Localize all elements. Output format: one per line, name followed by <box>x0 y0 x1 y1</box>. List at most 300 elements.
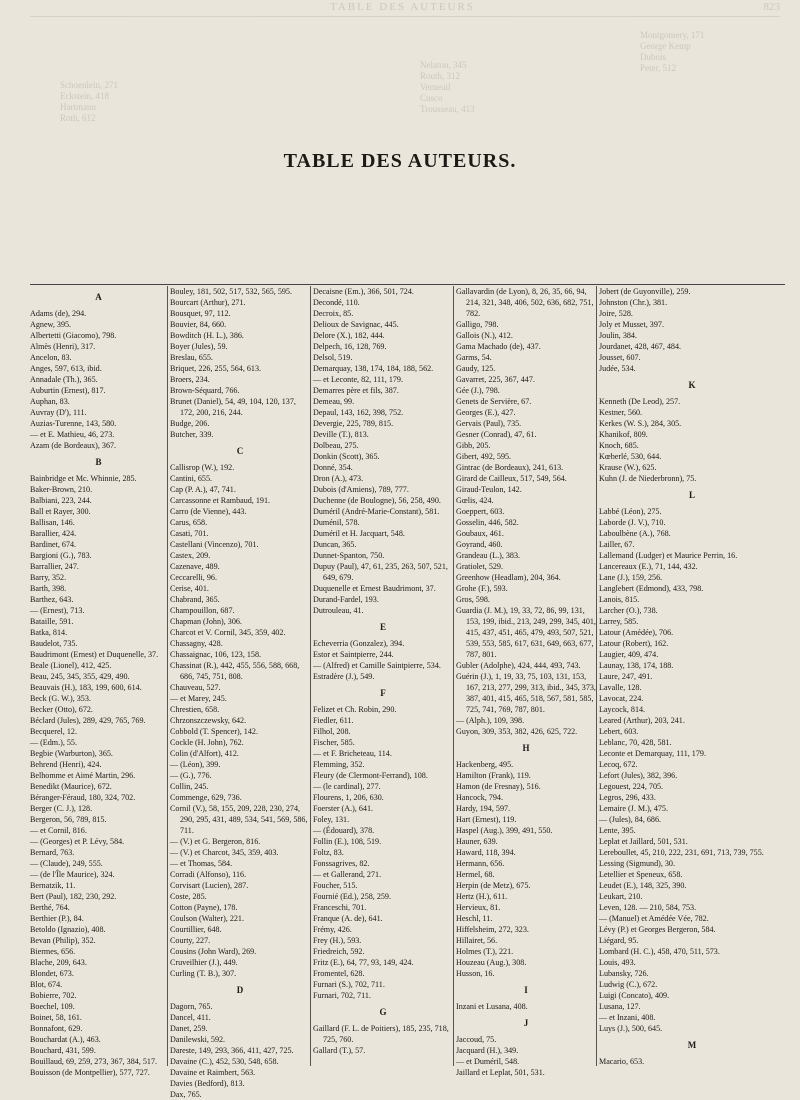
index-entry: Carro (de Vienne), 443. <box>170 507 247 516</box>
index-entry: Champouillon, 687. <box>170 606 235 615</box>
index-entry: Barthez, 643. <box>30 595 74 604</box>
index-entry: Hervieux, 81. <box>456 903 501 912</box>
index-entry: Gallavardin (de Lyon), 8, 26, 35, 66, 94, 214, 321, 348, 406, 502, 636, 682, 751, 782. <box>456 287 594 318</box>
index-entry: Breslau, 655. <box>170 353 213 362</box>
index-entry: Gratiolet, 529. <box>456 562 503 571</box>
index-entry: — et Thomas, 584. <box>170 859 233 868</box>
index-entry: Gibb, 205. <box>456 441 491 450</box>
index-entry: — et F. Bricheteau, 114. <box>313 749 392 758</box>
index-entry: Goubaux, 461. <box>456 529 504 538</box>
index-entry: Annadale (Th.), 365. <box>30 375 98 384</box>
index-entry: Davies (Bedford), 813. <box>170 1079 245 1088</box>
index-entry: Girard de Cailleux, 517, 549, 564. <box>456 474 567 483</box>
index-entry: Duméril et H. Jacquart, 548. <box>313 529 405 538</box>
index-entry: Bowditch (H. L.), 386. <box>170 331 244 340</box>
index-entry: Ceccarelli, 96. <box>170 573 217 582</box>
index-entry: Deville (T.), 813. <box>313 430 369 439</box>
index-entry: Hancock, 794. <box>456 793 503 802</box>
index-entry: Bouisson (de Montpellier), 577, 727. <box>30 1068 150 1077</box>
index-entry: Gintrac (de Bordeaux), 241, 613. <box>456 463 564 472</box>
index-entry: Gubler (Adolphe), 424, 444, 493, 743. <box>456 661 581 670</box>
index-entry: Ballisan, 146. <box>30 518 75 527</box>
index-entry: Gros, 598. <box>456 595 490 604</box>
index-entry: Donkin (Scott), 365. <box>313 452 380 461</box>
index-entry: Chassaignac, 106, 123, 158. <box>170 650 262 659</box>
index-entry: Blache, 209, 643. <box>30 958 87 967</box>
index-entry: Lefort (Jules), 382, 396. <box>599 771 678 780</box>
index-entry: Biermes, 656. <box>30 947 76 956</box>
index-entry: Courty, 227. <box>170 936 211 945</box>
index-entry: Franceschi, 701. <box>313 903 367 912</box>
index-entry: Guérin (J.), 1, 19, 33, 75, 103, 131, 153, 167, 213, 277, 299, 313, ibid., 345, 373, 387, 401, 415, 465, 518, 567, 581, 585, 725, 741, 769, 787, 801. <box>456 672 596 714</box>
index-entry: Bousquet, 97, 112. <box>170 309 231 318</box>
index-entry: Belhomme et Aimé Martin, 296. <box>30 771 136 780</box>
index-entry: Goeppert, 603. <box>456 507 505 516</box>
index-entry: — (Alph.), 109, 398. <box>456 716 525 725</box>
index-entry: Gesner (Conrad), 47, 61. <box>456 430 537 439</box>
index-entry: Lailler, 67. <box>599 540 635 549</box>
index-entry: Leven, 128. — 210, 584, 753. <box>599 903 697 912</box>
index-entry: Corvisart (Lucien), 287. <box>170 881 249 890</box>
index-entry: Chassinat (R.), 442, 455, 556, 588, 668, 686, 745, 751, 808. <box>170 661 300 681</box>
index-entry: Frémy, 426. <box>313 925 352 934</box>
index-entry: Bargioni (G.), 783. <box>30 551 92 560</box>
index-entry: Beau, 245, 345, 355, 429, 490. <box>30 672 130 681</box>
index-entry: Flourens, 1, 206, 630. <box>313 793 384 802</box>
index-entry: — (Georges) et P. Lévy, 584. <box>30 837 125 846</box>
index-entry: Bouchard, 431, 599. <box>30 1046 96 1055</box>
index-entry: Flemming, 352. <box>313 760 365 769</box>
index-entry: — (le cardinal), 277. <box>313 782 381 791</box>
index-entry: — (Edm.), 55. <box>30 738 77 747</box>
index-entry: Decroix, 85. <box>313 309 354 318</box>
index-entry: Foerster (A.), 641. <box>313 804 374 813</box>
index-entry: Haward, 118, 394. <box>456 848 516 857</box>
index-entry: Auburtin (Ernest), 817. <box>30 386 106 395</box>
index-entry: Laycock, 814. <box>599 705 646 714</box>
index-entry: Demarres père et fils, 387. <box>313 386 399 395</box>
index-entry: Ancelon, 83. <box>30 353 72 362</box>
index-entry: Béclard (Jules), 289, 429, 765, 769. <box>30 716 146 725</box>
index-entry: Benedikt (Maurice), 672. <box>30 782 112 791</box>
index-entry: Barth, 398. <box>30 584 67 593</box>
index-entry: Barallier, 424. <box>30 529 77 538</box>
index-entry: Cap (P. A.), 47, 741. <box>170 485 236 494</box>
index-entry: Dron (A.), 473. <box>313 474 364 483</box>
index-entry: Danet, 259. <box>170 1024 208 1033</box>
index-entry: Berthier (P.), 84. <box>30 914 84 923</box>
index-entry: Fleury (de Clermont-Ferrand), 108. <box>313 771 428 780</box>
index-entry: Chauveau, 527. <box>170 683 221 692</box>
bleed-mid-block: Nelaton, 345 Routh, 312 Verneuil Cusco Trousseau, 413 <box>420 60 475 114</box>
index-entry: Carcassonne et Rambaud, 191. <box>170 496 271 505</box>
index-entry: Auvray (D'), 111. <box>30 408 87 417</box>
index-entry: Berger (C. J.), 128. <box>30 804 93 813</box>
index-column-1 <box>30 286 168 1077</box>
index-entry: Charcot et V. Cornil, 345, 359, 402. <box>170 628 286 637</box>
index-entry: Georges (E.), 427. <box>456 408 516 417</box>
index-entry: Chapman (John), 306. <box>170 617 242 626</box>
index-entry: Judée, 534. <box>599 364 636 373</box>
index-entry: Beale (Lionel), 412, 425. <box>30 661 112 670</box>
index-entry: Bardinet, 674. <box>30 540 77 549</box>
index-entry: — (G.), 776. <box>170 771 212 780</box>
index-entry: — (Claude), 249, 555. <box>30 859 103 868</box>
index-entry: Joly et Musset, 397. <box>599 320 664 329</box>
index-entry: Hart (Ernest), 119. <box>456 815 517 824</box>
index-entry: Blot, 674. <box>30 980 63 989</box>
index-entry: Genets de Servière, 67. <box>456 397 532 406</box>
index-entry: Hermel, 68. <box>456 870 495 879</box>
index-entry: Kenneth (De Leod), 257. <box>599 397 681 406</box>
index-entry: Azam (de Bordeaux), 367. <box>30 441 117 450</box>
index-entry: Boinet, 58, 161. <box>30 1013 82 1022</box>
index-entry: Lancereaux (E.), 71, 144, 432. <box>599 562 698 571</box>
index-entry: Bourcart (Arthur), 271. <box>170 298 246 307</box>
index-entry: Bouley, 181, 502, 517, 532, 565, 595. <box>170 287 293 296</box>
index-entry: Becquerel, 12. <box>30 727 77 736</box>
index-entry: Jobert (de Guyonville), 259. <box>599 287 691 296</box>
index-entry: Duquenelle et Ernest Baudrimont, 37. <box>313 584 436 593</box>
index-entry: Leplat et Jaillard, 501, 531. <box>599 837 688 846</box>
index-entry: Friedreich, 592. <box>313 947 365 956</box>
index-entry: Decaisne (Em.), 366, 501, 724. <box>313 287 414 296</box>
index-entry: — et E. Mathieu, 46, 273. <box>30 430 115 439</box>
index-entry: Bevan (Philip), 352. <box>30 936 96 945</box>
bleed-left-block: Schoenlein, 271 Eckstein, 418 Hartmann Roth, 612 <box>60 80 118 123</box>
index-entry: Leared (Arthur), 203, 241. <box>599 716 685 725</box>
index-entry: Auphan, 83. <box>30 397 70 406</box>
index-entry: — (Manuel) et Amédée Vée, 782. <box>599 914 709 923</box>
index-entry: Balbiani, 223, 244. <box>30 496 92 505</box>
index-entry: Gaudy, 125. <box>456 364 496 373</box>
section-letter: G <box>379 1007 387 1017</box>
section-letter: I <box>524 985 528 995</box>
index-entry: Gavarret, 225, 367, 447. <box>456 375 535 384</box>
bleed-header: TABLE DES AUTEURS <box>330 1 475 13</box>
index-entry: Commenge, 629, 736. <box>170 793 242 802</box>
index-entry: Collin, 245. <box>170 782 209 791</box>
index-entry: Coste, 285. <box>170 892 207 901</box>
index-entry: Lanois, 815. <box>599 595 640 604</box>
section-letter: A <box>95 292 102 302</box>
index-entry: — (de l'Île Maurice), 324. <box>30 870 115 879</box>
index-entry: Frey (H.), 593. <box>313 936 362 945</box>
section-letter: H <box>522 743 530 753</box>
index-entry: Chabrand, 365. <box>170 595 220 604</box>
index-entry: Lavalle, 128. <box>599 683 642 692</box>
index-entry: Baudelot, 735. <box>30 639 78 648</box>
index-entry: Adams (de), 294. <box>30 309 87 318</box>
index-entry: Inzani et Lusana, 408. <box>456 1002 528 1011</box>
index-entry: Furnari, 702, 711. <box>313 991 371 1000</box>
index-entry: Lebert, 603. <box>599 727 639 736</box>
index-entry: Lévy (P.) et Georges Bergeron, 584. <box>599 925 716 934</box>
index-entry: Cornil (V.), 58, 155, 209, 228, 230, 274, 290, 295, 431, 489, 534, 541, 569, 586, 711. <box>170 804 308 835</box>
section-letter: F <box>380 688 386 698</box>
index-entry: Castellani (Vincenzo), 701. <box>170 540 259 549</box>
section-letter: D <box>236 985 244 995</box>
index-entry: Bobierre, 702. <box>30 991 77 1000</box>
index-entry: Cotton (Payne), 178. <box>170 903 238 912</box>
index-entry: Kuhn (J. de Niederbronn), 75. <box>599 474 697 483</box>
index-entry: Dubois (d'Amiens), 789, 777. <box>313 485 409 494</box>
index-entry: Dagorn, 765. <box>170 1002 213 1011</box>
index-entry: — (Léon), 399. <box>170 760 221 769</box>
index-entry: Courtillier, 648. <box>170 925 222 934</box>
index-entry: Estor et Saintpierre, 244. <box>313 650 394 659</box>
index-entry: Broers, 234. <box>170 375 210 384</box>
index-entry: Lavocat, 224. <box>599 694 644 703</box>
index-entry: Bernard, 763. <box>30 848 75 857</box>
section-letter: E <box>379 622 386 632</box>
index-entry: Giraud-Teulon, 142. <box>456 485 522 494</box>
index-entry: Dutrouleau, 41. <box>313 606 364 615</box>
index-entry: Anges, 597, 613, ibid. <box>30 364 102 373</box>
index-column-4 <box>456 286 597 1077</box>
index-entry: Foltz, 83. <box>313 848 344 857</box>
index-entry: Curling (T. B.), 307. <box>170 969 237 978</box>
index-entry: Macario, 653. <box>599 1057 645 1066</box>
index-entry: Betoldo (Ignazio), 408. <box>30 925 106 934</box>
index-entry: Lente, 395. <box>599 826 636 835</box>
index-entry: Lane (J.), 159, 256. <box>599 573 663 582</box>
index-entry: Furnari (S.), 702, 711. <box>313 980 385 989</box>
index-entry: Fiedler, 611. <box>313 716 354 725</box>
index-entry: Kerkes (W. S.), 284, 305. <box>599 419 682 428</box>
index-entry: — et Duméril, 548. <box>456 1057 520 1066</box>
index-entry: Carus, 658. <box>170 518 208 527</box>
index-entry: — (Jules), 84, 686. <box>599 815 662 824</box>
index-entry: Heschl, 11. <box>456 914 493 923</box>
index-entry: Bernatzik, 11. <box>30 881 76 890</box>
index-entry: Ludwig (C.), 672. <box>599 980 658 989</box>
index-entry: Fromentel, 628. <box>313 969 365 978</box>
index-entry: Lallemand (Ludger) et Maurice Perrin, 16. <box>599 551 738 560</box>
index-entry: Bergeron, 56, 789, 815. <box>30 815 107 824</box>
index-entry: Latour (Robert), 162. <box>599 639 669 648</box>
index-entry: Delore (X.), 182, 444. <box>313 331 385 340</box>
index-entry: Boechel, 109. <box>30 1002 75 1011</box>
index-entry: Louis, 493. <box>599 958 636 967</box>
index-entry: Estradère (J.), 549. <box>313 672 375 681</box>
index-entry: Gaillard (F. L. de Poitiers), 185, 235, 718, 725, 760. <box>313 1024 449 1044</box>
index-entry: — (Édouard), 378. <box>313 826 375 835</box>
index-entry: Barrallier, 247. <box>30 562 79 571</box>
index-entry: Grohe (F.), 593. <box>456 584 508 593</box>
index-entry: — et Cornil, 816. <box>30 826 87 835</box>
index-entry: Albertetti (Giacomo), 798. <box>30 331 117 340</box>
index-entry: Danilewski, 592. <box>170 1035 226 1044</box>
index-entry: Cazenave, 489. <box>170 562 220 571</box>
index-entry: Devergie, 225, 789, 815. <box>313 419 394 428</box>
index-entry: Joulin, 384. <box>599 331 637 340</box>
index-entry: Chrzonszczewsky, 642. <box>170 716 247 725</box>
index-entry: Haspel (Aug.), 399, 491, 550. <box>456 826 553 835</box>
index-entry: Leudet (E.), 148, 325, 390. <box>599 881 687 890</box>
index-entry: Dolbeau, 275. <box>313 441 359 450</box>
index-entry: Greenhow (Headlam), 204, 364. <box>456 573 561 582</box>
index-entry: Fournié (Ed.), 258, 259. <box>313 892 392 901</box>
index-entry: Corradi (Alfonso), 116. <box>170 870 247 879</box>
index-entry: Demarquay, 138, 174, 184, 188, 562. <box>313 364 434 373</box>
index-entry: Ball et Rayer, 300. <box>30 507 91 516</box>
index-entry: Fonssagrives, 82. <box>313 859 370 868</box>
index-entry: Leblanc, 70, 428, 581. <box>599 738 672 747</box>
index-entry: Bataille, 591. <box>30 617 74 626</box>
index-entry: Demeau, 99. <box>313 397 355 406</box>
index-entry: Bouvier, 84, 660. <box>170 320 227 329</box>
index-entry: Jourdanet, 428, 467, 484. <box>599 342 682 351</box>
index-entry: Brunet (Daniel), 54, 49, 104, 120, 137, 172, 200, 216, 244. <box>170 397 296 417</box>
index-entry: Baudrimont (Ernest) et Duquenelle, 37. <box>30 650 159 659</box>
index-entry: Launay, 138, 174, 188. <box>599 661 674 670</box>
index-entry: — et Leconte, 82, 111, 179. <box>313 375 403 384</box>
index-entry: Budge, 206. <box>170 419 210 428</box>
index-entry: Gée (J.), 798. <box>456 386 500 395</box>
index-entry: Lemaire (J. M.), 475. <box>599 804 669 813</box>
index-entry: Larcher (O.), 738. <box>599 606 658 615</box>
index-entry: Delpech, 16, 128, 769. <box>313 342 387 351</box>
index-entry: Luys (J.), 500, 645. <box>599 1024 663 1033</box>
index-column-2 <box>170 286 311 1099</box>
index-entry: Bainbridge et Mc. Whinnie, 285. <box>30 474 137 483</box>
index-entry: Holmes (T.), 221. <box>456 947 514 956</box>
index-entry: Gœlis, 424. <box>456 496 494 505</box>
section-letter: B <box>95 457 102 467</box>
index-entry: Cockle (H. John), 762. <box>170 738 244 747</box>
index-entry: Felizet et Ch. Robin, 290. <box>313 705 397 714</box>
index-entry: Hamilton (Frank), 119. <box>456 771 531 780</box>
index-entry: Cruveilhier (J.), 449. <box>170 958 238 967</box>
bleed-rule <box>30 16 780 17</box>
index-entry: Laboulbène (A.), 768. <box>599 529 671 538</box>
index-entry: Blondet, 673. <box>30 969 74 978</box>
index-entry: Delioux de Savignac, 445. <box>313 320 399 329</box>
index-entry: Leukart, 210. <box>599 892 643 901</box>
index-entry: Foley, 131. <box>313 815 350 824</box>
index-entry: Beauvais (H.), 183, 199, 600, 614. <box>30 683 142 692</box>
index-entry: Boyer (Jules), 59. <box>170 342 228 351</box>
index-entry: Jaccoud, 75. <box>456 1035 497 1044</box>
index-entry: Kestner, 560. <box>599 408 643 417</box>
index-entry: Coulson (Walter), 221. <box>170 914 244 923</box>
index-entry: Gervais (Paul), 735. <box>456 419 522 428</box>
bleed-through-text <box>0 0 800 150</box>
index-entry: Dax, 765. <box>170 1090 202 1099</box>
index-entry: Larrey, 585. <box>599 617 639 626</box>
index-entry: Hauner, 639. <box>456 837 498 846</box>
index-entry: Galligo, 798. <box>456 320 499 329</box>
index-entry: Dunnet-Spanton, 750. <box>313 551 385 560</box>
page-title: TABLE DES AUTEURS. <box>283 150 517 172</box>
index-entry: Colin (d'Alfort), 412. <box>170 749 239 758</box>
index-entry: Husson, 16. <box>456 969 495 978</box>
index-entry: Laure, 247, 491. <box>599 672 653 681</box>
index-entry: — (V.) et Charcot, 345, 359, 403. <box>170 848 279 857</box>
section-letter: K <box>688 380 696 390</box>
index-entry: Foucher, 515. <box>313 881 358 890</box>
index-entry: Hertz (H.), 611. <box>456 892 508 901</box>
bleed-page-number: 823 <box>763 1 780 13</box>
index-entry: Bonnafont, 629. <box>30 1024 83 1033</box>
index-entry: Latour (Amédée), 706. <box>599 628 674 637</box>
index-entry: Knoch, 685. <box>599 441 639 450</box>
index-entry: Beck (G. W.), 353. <box>30 694 91 703</box>
index-entry: Casati, 701. <box>170 529 209 538</box>
section-letter: C <box>236 446 244 456</box>
index-entry: Cobbold (T. Spencer), 142. <box>170 727 258 736</box>
index-entry: Dancel, 411. <box>170 1013 211 1022</box>
index-entry: Delsol, 519. <box>313 353 353 362</box>
index-entry: Lusana, 127. <box>599 1002 641 1011</box>
index-entry: Hackenberg, 495. <box>456 760 514 769</box>
index-entry: Hiffelsheim, 272, 323. <box>456 925 529 934</box>
index-entry: Joire, 528. <box>599 309 633 318</box>
index-column-5 <box>599 286 785 1066</box>
index-entry: Decondé, 110. <box>313 298 360 307</box>
index-entry: Langlebert (Edmond), 433, 798. <box>599 584 704 593</box>
index-entry: Gosselin, 446, 582. <box>456 518 519 527</box>
index-entry: Hardy, 194, 597. <box>456 804 511 813</box>
index-entry: Begbie (Warburton), 365. <box>30 749 113 758</box>
index-entry: — et Inzani, 408. <box>599 1013 656 1022</box>
index-entry: Letellier et Speneux, 658. <box>599 870 683 879</box>
index-entry: Follin (E.), 108, 519. <box>313 837 382 846</box>
index-entry: Auzias-Turenne, 143, 580. <box>30 419 117 428</box>
index-entry: Dupuy (Paul), 47, 61, 235, 263, 507, 521, 649, 679. <box>313 562 448 582</box>
index-entry: Gallard (T.), 57. <box>313 1046 366 1055</box>
index-entry: Bert (Paul), 182, 230, 292. <box>30 892 117 901</box>
index-entry: Hillairet, 56. <box>456 936 498 945</box>
index-entry: Chassagny, 428. <box>170 639 223 648</box>
index-entry: Guyon, 309, 353, 382, 426, 625, 722. <box>456 727 578 736</box>
index-entry: Lombard (H. C.), 458, 470, 511, 573. <box>599 947 720 956</box>
index-entry: Lubansky, 726. <box>599 969 649 978</box>
index-entry: Echeverria (Gonzalez), 394. <box>313 639 405 648</box>
index-entry: Behrend (Henri), 424. <box>30 760 102 769</box>
index-entry: Donné, 354. <box>313 463 353 472</box>
index-entry: Lessing (Sigmund), 30. <box>599 859 675 868</box>
index-entry: Lereboullet, 45, 210, 222, 231, 691, 713, 739, 755. <box>599 848 764 857</box>
index-entry: — (Ernest), 713. <box>30 606 85 615</box>
index-entry: Brown-Séquard, 766. <box>170 386 240 395</box>
index-entry: Goyrand, 460. <box>456 540 503 549</box>
index-entry: Briquet, 226, 255, 564, 613. <box>170 364 262 373</box>
index-column-3 <box>313 286 454 1066</box>
index-entry: — et Gallerand, 271. <box>313 870 382 879</box>
index-entry: Johnston (Chr.), 381. <box>599 298 668 307</box>
index-entry: Davaine (C.), 452, 530, 548, 658. <box>170 1057 279 1066</box>
index-entry: Gallois (N.), 412. <box>456 331 513 340</box>
index-entry: Dareste, 149, 293, 366, 411, 427, 725. <box>170 1046 294 1055</box>
index-entry: Duménil, 578. <box>313 518 360 527</box>
index-entry: Garms, 54. <box>456 353 492 362</box>
index-entry: Jacquard (H.), 349. <box>456 1046 519 1055</box>
index-entry: Lecoq, 672. <box>599 760 638 769</box>
index-entry: Leconte et Demarquay, 111, 179. <box>599 749 706 758</box>
index-entry: Houzeau (Aug.), 308. <box>456 958 527 967</box>
index-entry: Duméril (André-Marie-Constant), 581. <box>313 507 440 516</box>
index-entry: Grandeau (L.), 383. <box>456 551 521 560</box>
index-entry: Legouest, 224, 705. <box>599 782 664 791</box>
index-entry: Laborde (J. V.), 710. <box>599 518 666 527</box>
index-entry: Berthé, 764. <box>30 903 70 912</box>
index-entry: Labbé (Léon), 275. <box>599 507 662 516</box>
index-entry: Duchenne (de Boulogne), 56, 258, 490. <box>313 496 441 505</box>
index-entry: Durand-Fardel, 193. <box>313 595 379 604</box>
section-letter: J <box>523 1018 529 1028</box>
